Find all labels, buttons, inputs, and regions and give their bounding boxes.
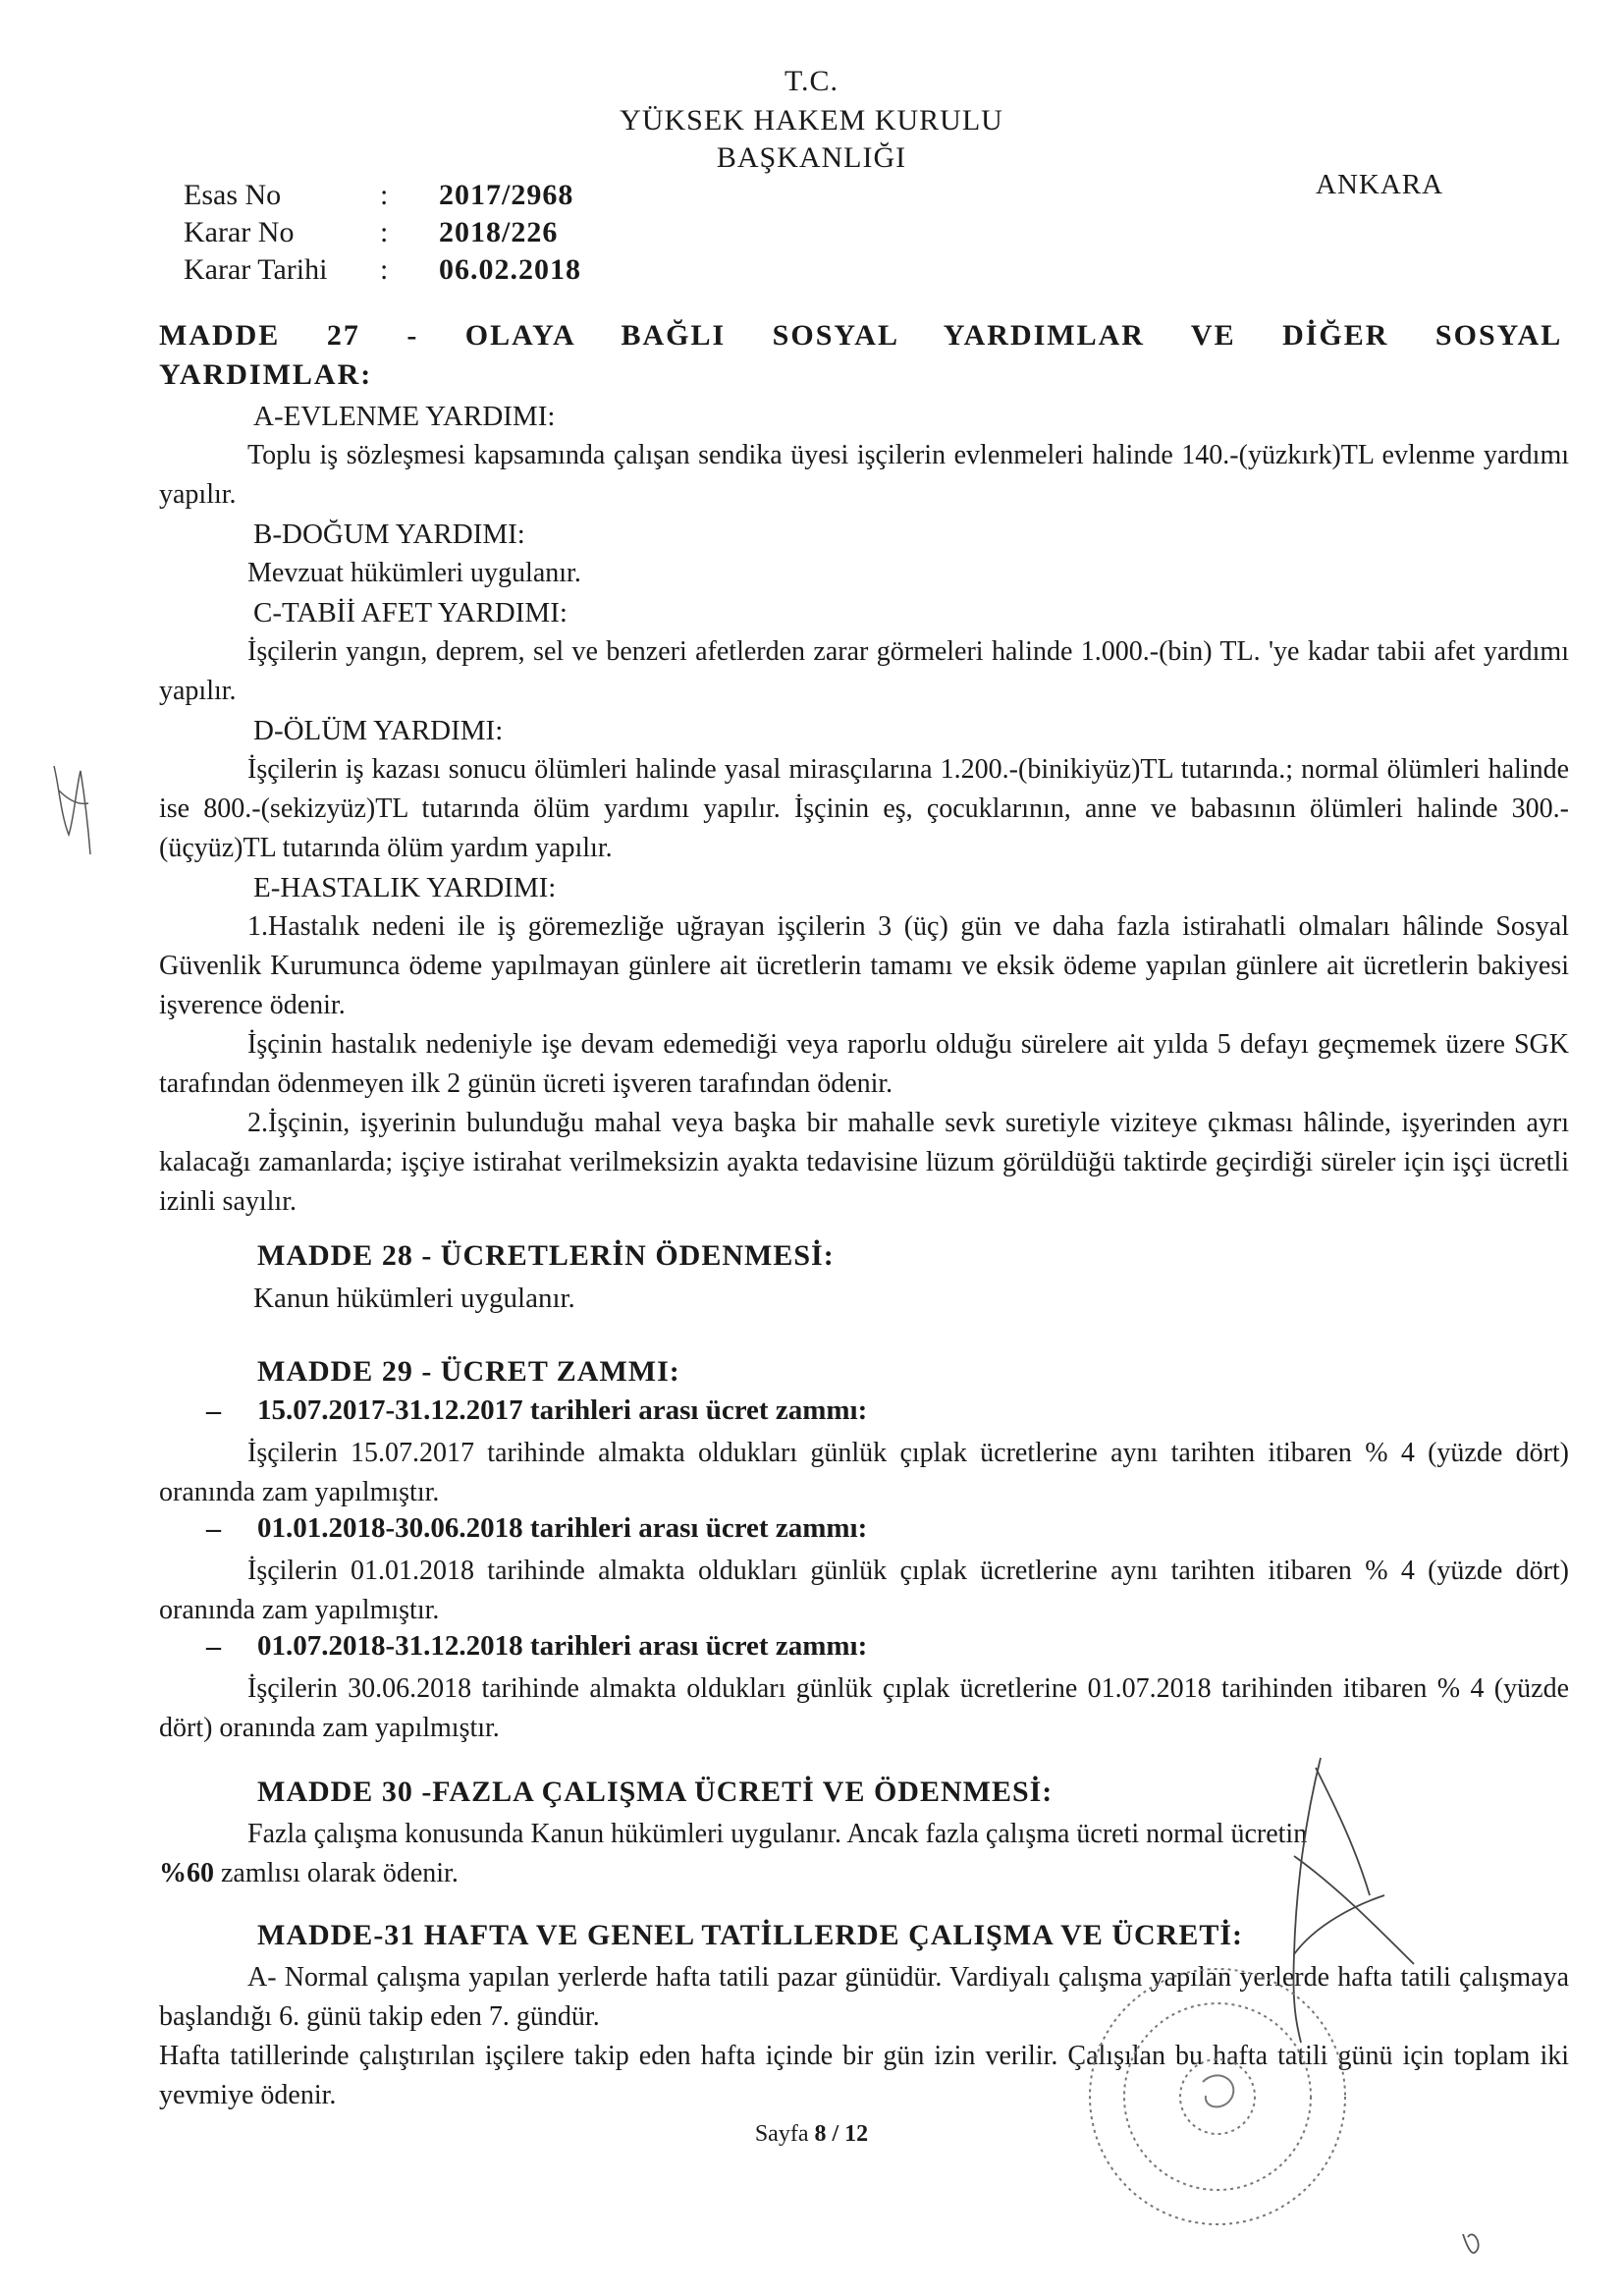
header-institution: YÜKSEK HAKEM KURULU [620, 104, 1003, 137]
madde31-text1: A- Normal çalışma yapılan yerlerde hafta tatili pazar günüdür. Vardiyalı çalışma yapılan yerlerde hafta tatili çalışmaya başlandığı 6. günü takip eden 7. gündür. [159, 1962, 1569, 2032]
meta-label: Karar No [184, 216, 295, 248]
meta-value: 2017/2968 [439, 179, 574, 211]
meta-sep: : [380, 216, 389, 248]
madde27-b-title: B-DOĞUM YARDIMI: [253, 519, 525, 550]
meta-label: Esas No [184, 179, 282, 211]
meta-label: Karar Tarihi [184, 253, 328, 286]
meta-value: 06.02.2018 [439, 253, 581, 286]
madde27-c-title: C-TABİİ AFET YARDIMI: [253, 597, 568, 629]
madde27-e-text3: 2.İşçinin, işyerinin bulunduğu mahal veya başka bir mahalle sevk suretiyle viziteye çıkması hâlinde, işyerinden ayrı kalacağı zamanlarda; işçiye istirahat verilmeksizin ayakta tedavisine lüzum görüldüğü taktirde geçirdiği süreler için işçi ücretli izinli sayılır. [159, 1108, 1569, 1217]
madde27-e-text2: İşçinin hastalık nedeniyle işe devam edemediği veya raporlu olduğu sürelere ait yılda 5 defayı geçmemek üzere SGK tarafından ödenmeyen ilk 2 günün ücreti işveren tarafından ödenir. [159, 1029, 1569, 1099]
madde31-text2: Hafta tatillerinde çalıştırılan işçilere takip eden hafta içinde bir gün izin verilir. Çalışılan bu hafta tatili günü için toplam iki yevmiye ödenir. [159, 2041, 1569, 2110]
madde29-item2-dash: – [206, 1512, 221, 1545]
madde29-item2-title: 01.01.2018-30.06.2018 tarihleri arası ücret zammı: [257, 1512, 868, 1544]
signature-mark [1293, 1758, 1414, 2043]
madde29-item3-title: 01.07.2018-31.12.2018 tarihleri arası ücret zammı: [257, 1630, 868, 1662]
madde27-a-title: A-EVLENME YARDIMI: [253, 401, 556, 432]
madde30-percent: %60 [159, 1858, 214, 1888]
madde29-item3-text: İşçilerin 30.06.2018 tarihinde almakta oldukları günlük çıplak ücretlerine 01.07.2018 tarihinden itibaren % 4 (yüzde dört) oranında zam yapılmıştır. [159, 1673, 1569, 1743]
madde27-e-text1: 1.Hastalık nedeni ile iş göremezliğe uğrayan işçilerin 3 (üç) gün ve daha fazla istirahatli olmaları hâlinde Sosyal Güvenlik Kurumunca ödeme yapılmayan günlere ait ücretlerin tamamı ve eksik ödeme yapılan günlere ait ücretlerin bakiyesi işverence ödenir. [159, 911, 1569, 1020]
meta-sep: : [380, 253, 389, 286]
madde27-d-text: İşçilerin iş kazası sonucu ölümleri halinde yasal mirasçılarına 1.200.-(binikiyüz)TL tutarında.; normal ölümleri halinde ise 800.-(sekizyüz)TL tutarında ölüm yardımı yapılır. İşçinin eş, çocuklarının, anne ve babasının ölümleri halinde 300.-(üçyüz)TL tutarında ölüm yardım yapılır. [159, 754, 1569, 863]
madde29-item3-dash: – [206, 1630, 221, 1663]
stamp-center-mark [1203, 2075, 1233, 2106]
madde30-heading: MADDE 30 -FAZLA ÇALIŞMA ÜCRETİ VE ÖDENMESİ: [257, 1776, 1054, 1808]
footer-page-number: 8 / 12 [814, 2121, 869, 2147]
madde29-heading: MADDE 29 - ÜCRET ZAMMI: [257, 1355, 680, 1388]
madde27-d-title: D-ÖLÜM YARDIMI: [253, 715, 504, 746]
madde30-text-line1: Fazla çalışma konusunda Kanun hükümleri uygulanır. Ancak fazla çalışma ücreti normal ücretin [247, 1819, 1308, 1849]
madde27-e-title: E-HASTALIK YARDIMI: [253, 872, 557, 903]
madde28-heading: MADDE 28 - ÜCRETLERİN ÖDENMESİ: [257, 1239, 835, 1272]
madde29-item1-title: 15.07.2017-31.12.2017 tarihleri arası ücret zammı: [257, 1394, 868, 1426]
madde27-b-text: Mevzuat hükümleri uygulanır. [247, 558, 581, 588]
madde29-item1-text: İşçilerin 15.07.2017 tarihinde almakta oldukları günlük çıplak ücretlerine aynı tarihten itibaren % 4 (yüzde dört) oranında zam yapılmıştır. [159, 1438, 1569, 1507]
madde30-text-rest: zamlısı olarak ödenir. [214, 1858, 459, 1888]
header-city: ANKARA [1316, 169, 1444, 200]
header-tc: T.C. [784, 65, 839, 97]
header-presidency: BAŞKANLIĞI [716, 141, 907, 174]
footer-prefix: Sayfa [754, 2121, 815, 2147]
madde28-text: Kanun hükümleri uygulanır. [253, 1283, 575, 1314]
madde27-heading: MADDE 27 - OLAYA BAĞLI SOSYAL YARDIMLAR VE DİĞER SOSYAL YARDIMLAR: [159, 319, 1561, 391]
madde29-item2-text: İşçilerin 01.01.2018 tarihinde almakta oldukları günlük çıplak ücretlerine aynı tarihten itibaren % 4 (yüzde dört) oranında zam yapılmıştır. [159, 1556, 1569, 1625]
official-stamp [1090, 1969, 1345, 2224]
meta-value: 2018/226 [439, 216, 559, 248]
madde27-c-text: İşçilerin yangın, deprem, sel ve benzeri afetlerden zarar görmeleri halinde 1.000.-(bin) TL. 'ye kadar tabii afet yardımı yapılır. [159, 636, 1569, 706]
madde27-a-text: Toplu iş sözleşmesi kapsamında çalışan sendika üyesi işçilerin evlenmeleri halinde 140.-(yüzkırk)TL evlenme yardımı yapılır. [159, 440, 1569, 510]
madde29-item1-dash: – [206, 1394, 221, 1427]
margin-initials [54, 766, 90, 854]
corner-mark [1463, 2234, 1479, 2253]
madde31-heading: MADDE-31 HAFTA VE GENEL TATİLLERDE ÇALIŞMA VE ÜCRETİ: [257, 1919, 1244, 1951]
meta-sep: : [380, 179, 389, 211]
